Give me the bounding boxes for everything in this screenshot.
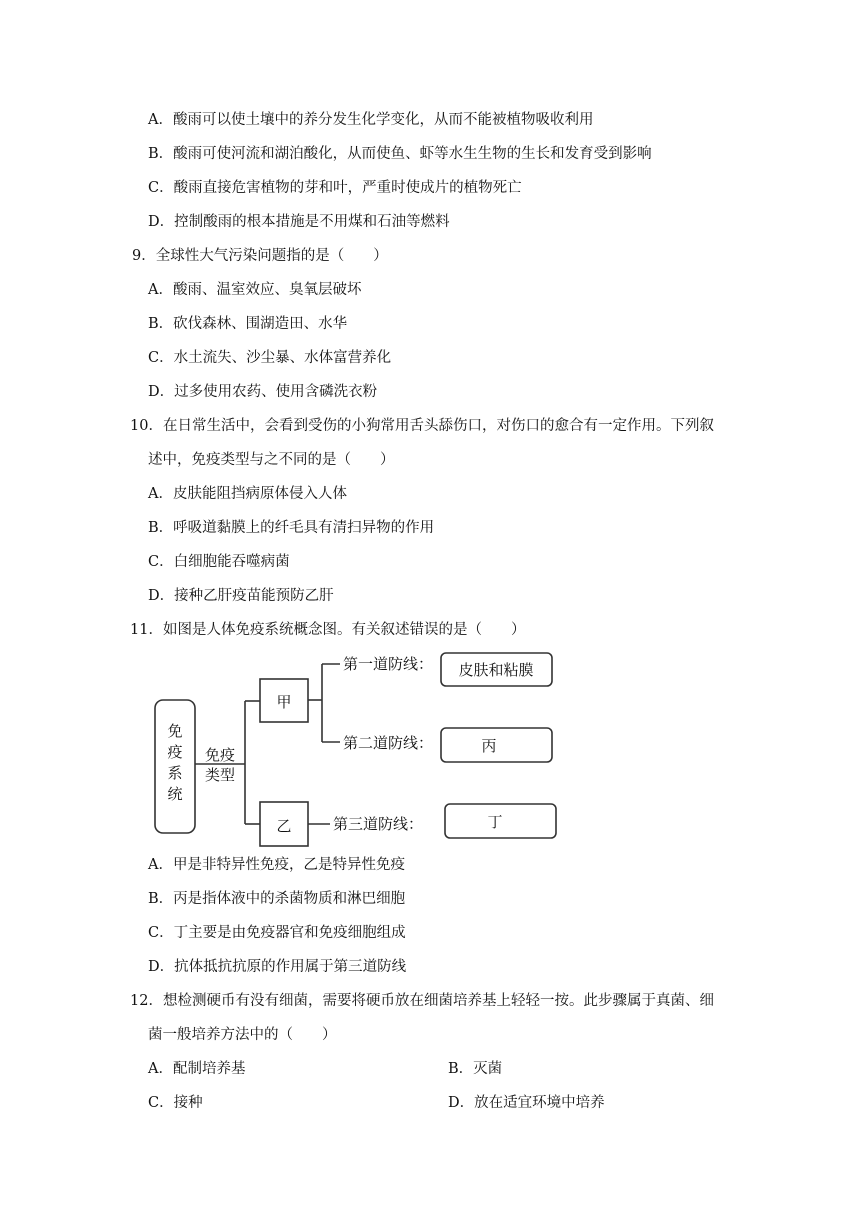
diagram-line2-box-text: 丙	[481, 737, 497, 755]
q10-option-c: C．白细胞能吞噬病菌	[148, 554, 290, 570]
q12-stem-line1: 12．想检测硬币有没有细菌，需要将硬币放在细菌培养基上轻轻一按。此步骤属于真菌、细	[130, 993, 714, 1009]
q10-option-a: A．皮肤能阻挡病原体侵入人体	[148, 486, 347, 502]
q8-option-d: D．控制酸雨的根本措施是不用煤和石油等燃料	[148, 214, 450, 230]
q9-option-a: A．酸雨、温室效应、臭氧层破坏	[148, 282, 362, 298]
diagram-root-char-1: 免	[167, 722, 183, 740]
q12-option-a: A．配制培养基	[148, 1061, 246, 1077]
diagram-type-label-2: 类型	[204, 766, 236, 784]
diagram-root-char-2: 疫	[167, 743, 183, 761]
q9-option-d: D．过多使用农药、使用含磷洗衣粉	[148, 384, 378, 400]
diagram-line3-label: 第三道防线：	[333, 815, 424, 833]
q10-option-d: D．接种乙肝疫苗能预防乙肝	[148, 588, 334, 604]
diagram-root-char-3: 系	[167, 764, 183, 782]
q10-stem-line1: 10．在日常生活中，会看到受伤的小狗常用舌头舔伤口，对伤口的愈合有一定作用。下列叙	[130, 418, 714, 434]
diagram-line1-box-text: 皮肤和粘膜	[458, 661, 534, 679]
q12-option-b: B．灭菌	[448, 1061, 503, 1077]
q8-option-b: B．酸雨可使河流和湖泊酸化，从而使鱼、虾等水生生物的生长和发育受到影响	[148, 146, 652, 162]
diagram-line2-label: 第二道防线：	[343, 734, 434, 752]
q11-stem: 11．如图是人体免疫系统概念图。有关叙述错误的是（ ）	[130, 622, 526, 638]
q9-option-b: B．砍伐森林、围湖造田、水华	[148, 316, 348, 332]
diagram-line3-box-text: 丁	[487, 813, 503, 831]
q8-option-a: A．酸雨可以使土壤中的养分发生化学变化，从而不能被植物吸收利用	[148, 112, 594, 128]
q12-option-d: D．放在适宜环境中培养	[448, 1095, 605, 1111]
q9-option-c: C．水土流失、沙尘暴、水体富营养化	[148, 350, 392, 366]
q10-option-b: B．呼吸道黏膜上的纤毛具有清扫异物的作用	[148, 520, 435, 536]
q11-option-a: A．甲是非特异性免疫，乙是特异性免疫	[148, 857, 405, 873]
diagram-type-label-1: 免疫	[204, 746, 236, 764]
diagram-root-char-4: 统	[167, 785, 183, 803]
q11-option-b: B．丙是指体液中的杀菌物质和淋巴细胞	[148, 891, 406, 907]
q12-option-c: C．接种	[148, 1095, 203, 1111]
diagram-yi-label: 乙	[276, 817, 292, 835]
q11-option-c: C．丁主要是由免疫器官和免疫细胞组成	[148, 925, 406, 941]
q12-stem-line2: 菌一般培养方法中的（ ）	[148, 1027, 337, 1043]
q8-option-c: C．酸雨直接危害植物的芽和叶，严重时使成片的植物死亡	[148, 180, 522, 196]
diagram-line1-label: 第一道防线：	[343, 655, 434, 673]
q10-stem-line2: 述中，免疫类型与之不同的是（ ）	[148, 452, 395, 468]
diagram-jia-label: 甲	[276, 693, 292, 711]
q11-option-d: D．抗体抵抗抗原的作用属于第三道防线	[148, 959, 407, 975]
q9-stem: 9．全球性大气污染问题指的是（ ）	[132, 248, 388, 264]
